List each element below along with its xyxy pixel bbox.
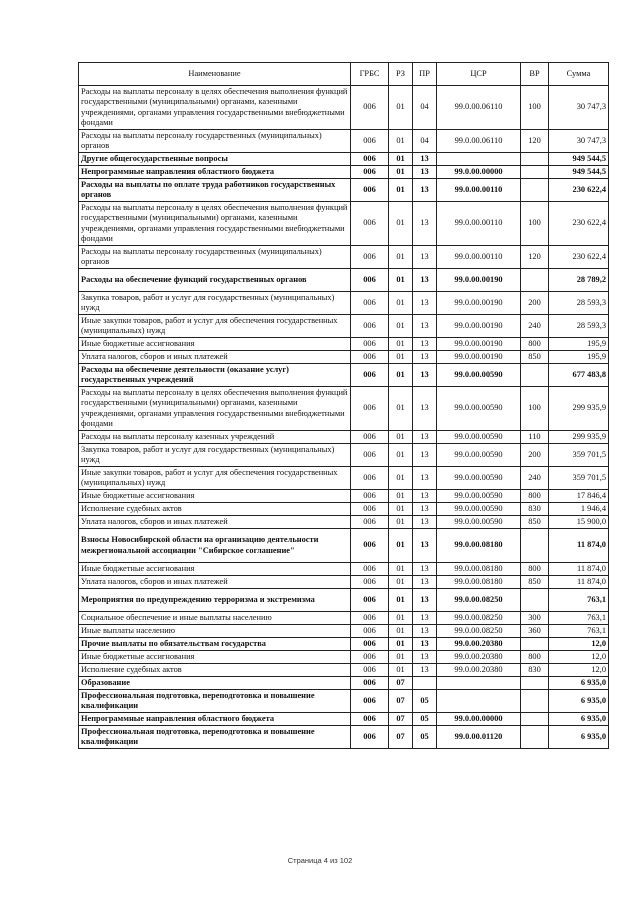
- row-csr-cell: [437, 677, 521, 690]
- row-grbs-cell: 006: [351, 576, 389, 589]
- row-grbs-cell: 006: [351, 202, 389, 246]
- row-rz-cell: 01: [389, 516, 413, 529]
- row-name-cell: Профессиональная подготовка, переподготовка и повышение квалификации: [79, 726, 351, 749]
- row-grbs-cell: 006: [351, 490, 389, 503]
- row-sum-cell: 28 789,2: [549, 269, 609, 292]
- row-grbs-cell: 006: [351, 713, 389, 726]
- row-name-cell: Непрограммные направления областного бюджета: [79, 713, 351, 726]
- row-name-cell: Непрограммные направления областного бюджета: [79, 166, 351, 179]
- table-row: [79, 503, 609, 516]
- table-row: [79, 490, 609, 503]
- row-csr-cell: 99.0.00.06110: [437, 86, 521, 130]
- column-header-vr: ВР: [521, 63, 549, 86]
- row-pr-cell: 13: [413, 166, 437, 179]
- row-pr-cell: 13: [413, 338, 437, 351]
- column-header-csr: ЦСР: [437, 63, 521, 86]
- row-pr-cell: 13: [413, 651, 437, 664]
- row-name-cell: Мероприятия по предупреждению терроризма и экстремизма: [79, 589, 351, 612]
- row-vr-cell: 200: [521, 444, 549, 467]
- row-rz-cell: 01: [389, 563, 413, 576]
- row-name-cell: Расходы на выплаты персоналу в целях обеспечения выполнения функций государственными (муниципальными) органами, казенными учреждениями, органами управления государственными внебюджетными фондами: [79, 86, 351, 130]
- row-sum-cell: 6 935,0: [549, 690, 609, 713]
- row-sum-cell: 763,1: [549, 625, 609, 638]
- row-name-cell: Расходы на выплаты по оплате труда работников государственных органов: [79, 179, 351, 202]
- table-row: [79, 529, 609, 563]
- column-header-sum: Сумма: [549, 63, 609, 86]
- row-pr-cell: 13: [413, 612, 437, 625]
- row-rz-cell: 01: [389, 292, 413, 315]
- row-pr-cell: 13: [413, 315, 437, 338]
- row-sum-cell: 299 935,9: [549, 387, 609, 431]
- row-grbs-cell: 006: [351, 166, 389, 179]
- row-pr-cell: 13: [413, 576, 437, 589]
- row-pr-cell: 13: [413, 364, 437, 387]
- row-csr-cell: [437, 690, 521, 713]
- row-vr-cell: [521, 179, 549, 202]
- row-vr-cell: 800: [521, 338, 549, 351]
- row-sum-cell: 12,0: [549, 651, 609, 664]
- row-grbs-cell: 006: [351, 431, 389, 444]
- row-grbs-cell: 006: [351, 444, 389, 467]
- row-pr-cell: 13: [413, 153, 437, 166]
- row-pr-cell: 13: [413, 202, 437, 246]
- table-row: [79, 130, 609, 153]
- row-csr-cell: 99.0.00.06110: [437, 130, 521, 153]
- row-rz-cell: 01: [389, 431, 413, 444]
- row-sum-cell: 763,1: [549, 612, 609, 625]
- table-row: [79, 338, 609, 351]
- row-sum-cell: 230 622,4: [549, 179, 609, 202]
- row-grbs-cell: 006: [351, 338, 389, 351]
- row-name-cell: Расходы на выплаты персоналу в целях обеспечения выполнения функций государственными (муниципальными) органами, казенными учреждениями, органами управления государственными внебюджетными фондами: [79, 202, 351, 246]
- row-csr-cell: 99.0.00.20380: [437, 651, 521, 664]
- row-name-cell: Расходы на выплаты персоналу в целях обеспечения выполнения функций государственными (муниципальными) органами, казенными учреждениями, органами управления государственными внебюджетными фондами: [79, 387, 351, 431]
- row-grbs-cell: 006: [351, 364, 389, 387]
- table-row: [79, 516, 609, 529]
- row-name-cell: Иные закупки товаров, работ и услуг для обеспечения государственных (муниципальных) нужд: [79, 315, 351, 338]
- row-pr-cell: 13: [413, 529, 437, 563]
- row-pr-cell: 13: [413, 351, 437, 364]
- row-sum-cell: 6 935,0: [549, 726, 609, 749]
- table-row: [79, 638, 609, 651]
- budget-table: [78, 62, 609, 749]
- row-csr-cell: 99.0.00.20380: [437, 638, 521, 651]
- row-rz-cell: 01: [389, 651, 413, 664]
- row-name-cell: Уплата налогов, сборов и иных платежей: [79, 351, 351, 364]
- row-csr-cell: 99.0.00.00110: [437, 179, 521, 202]
- row-grbs-cell: 006: [351, 179, 389, 202]
- row-csr-cell: 99.0.00.00590: [437, 490, 521, 503]
- row-grbs-cell: 006: [351, 269, 389, 292]
- row-grbs-cell: 006: [351, 677, 389, 690]
- row-name-cell: Иные закупки товаров, работ и услуг для обеспечения государственных (муниципальных) нужд: [79, 467, 351, 490]
- row-pr-cell: 13: [413, 563, 437, 576]
- row-vr-cell: 800: [521, 651, 549, 664]
- row-pr-cell: 13: [413, 467, 437, 490]
- row-sum-cell: 949 544,5: [549, 166, 609, 179]
- row-rz-cell: 01: [389, 338, 413, 351]
- row-csr-cell: 99.0.00.00000: [437, 713, 521, 726]
- row-rz-cell: 01: [389, 576, 413, 589]
- row-grbs-cell: 006: [351, 130, 389, 153]
- table-row: [79, 86, 609, 130]
- row-vr-cell: 200: [521, 292, 549, 315]
- row-pr-cell: 13: [413, 431, 437, 444]
- table-row: [79, 351, 609, 364]
- row-rz-cell: 01: [389, 638, 413, 651]
- row-vr-cell: 100: [521, 202, 549, 246]
- row-pr-cell: 13: [413, 516, 437, 529]
- row-pr-cell: 13: [413, 664, 437, 677]
- row-csr-cell: 99.0.00.00590: [437, 387, 521, 431]
- row-name-cell: Расходы на выплаты персоналу казенных учреждений: [79, 431, 351, 444]
- row-name-cell: Образование: [79, 677, 351, 690]
- row-name-cell: Социальное обеспечение и иные выплаты населению: [79, 612, 351, 625]
- row-rz-cell: 01: [389, 467, 413, 490]
- row-vr-cell: 100: [521, 387, 549, 431]
- row-grbs-cell: 006: [351, 664, 389, 677]
- row-vr-cell: 240: [521, 315, 549, 338]
- row-rz-cell: 01: [389, 315, 413, 338]
- row-pr-cell: 13: [413, 269, 437, 292]
- row-rz-cell: 01: [389, 612, 413, 625]
- row-csr-cell: 99.0.00.00190: [437, 292, 521, 315]
- row-csr-cell: 99.0.00.00190: [437, 338, 521, 351]
- row-grbs-cell: 006: [351, 651, 389, 664]
- row-sum-cell: 230 622,4: [549, 246, 609, 269]
- row-rz-cell: 01: [389, 490, 413, 503]
- table-row: [79, 576, 609, 589]
- row-csr-cell: [437, 153, 521, 166]
- row-csr-cell: 99.0.00.00190: [437, 315, 521, 338]
- row-pr-cell: 13: [413, 444, 437, 467]
- row-pr-cell: 05: [413, 690, 437, 713]
- row-csr-cell: 99.0.00.00110: [437, 246, 521, 269]
- row-rz-cell: 01: [389, 269, 413, 292]
- row-name-cell: Исполнение судебных актов: [79, 664, 351, 677]
- row-name-cell: Закупка товаров, работ и услуг для государственных (муниципальных) нужд: [79, 444, 351, 467]
- row-rz-cell: 07: [389, 690, 413, 713]
- row-sum-cell: 15 900,0: [549, 516, 609, 529]
- page-footer: Страница 4 из 102: [287, 856, 353, 865]
- row-grbs-cell: 006: [351, 690, 389, 713]
- row-name-cell: Иные бюджетные ассигнования: [79, 563, 351, 576]
- row-pr-cell: 05: [413, 713, 437, 726]
- table-row: [79, 444, 609, 467]
- row-sum-cell: 28 593,3: [549, 292, 609, 315]
- row-sum-cell: 6 935,0: [549, 677, 609, 690]
- row-sum-cell: 359 701,5: [549, 444, 609, 467]
- row-rz-cell: 01: [389, 202, 413, 246]
- row-name-cell: Уплата налогов, сборов и иных платежей: [79, 516, 351, 529]
- row-csr-cell: 99.0.00.00590: [437, 467, 521, 490]
- table-row: [79, 292, 609, 315]
- row-sum-cell: 12,0: [549, 664, 609, 677]
- row-sum-cell: 17 846,4: [549, 490, 609, 503]
- row-sum-cell: 11 874,0: [549, 529, 609, 563]
- row-rz-cell: 01: [389, 364, 413, 387]
- row-sum-cell: 12,0: [549, 638, 609, 651]
- row-rz-cell: 01: [389, 444, 413, 467]
- row-grbs-cell: 006: [351, 529, 389, 563]
- table-row: [79, 664, 609, 677]
- row-name-cell: Иные бюджетные ассигнования: [79, 651, 351, 664]
- row-name-cell: Расходы на обеспечение функций государственных органов: [79, 269, 351, 292]
- row-rz-cell: 01: [389, 86, 413, 130]
- table-row: [79, 179, 609, 202]
- row-rz-cell: 01: [389, 179, 413, 202]
- row-rz-cell: 07: [389, 726, 413, 749]
- row-name-cell: Расходы на выплаты персоналу государственных (муниципальных) органов: [79, 130, 351, 153]
- row-sum-cell: 11 874,0: [549, 563, 609, 576]
- row-pr-cell: 13: [413, 179, 437, 202]
- table-row: [79, 713, 609, 726]
- row-csr-cell: 99.0.00.08180: [437, 576, 521, 589]
- table-row: [79, 246, 609, 269]
- row-grbs-cell: 006: [351, 563, 389, 576]
- row-grbs-cell: 006: [351, 612, 389, 625]
- row-rz-cell: 01: [389, 153, 413, 166]
- row-csr-cell: 99.0.00.08180: [437, 529, 521, 563]
- row-sum-cell: 763,1: [549, 589, 609, 612]
- row-csr-cell: 99.0.00.00590: [437, 364, 521, 387]
- row-grbs-cell: 006: [351, 86, 389, 130]
- row-vr-cell: 850: [521, 516, 549, 529]
- row-rz-cell: 01: [389, 503, 413, 516]
- row-grbs-cell: 006: [351, 153, 389, 166]
- row-rz-cell: 01: [389, 589, 413, 612]
- row-csr-cell: 99.0.00.08250: [437, 612, 521, 625]
- row-csr-cell: 99.0.00.00590: [437, 444, 521, 467]
- row-vr-cell: 240: [521, 467, 549, 490]
- table-row: [79, 677, 609, 690]
- row-sum-cell: 359 701,5: [549, 467, 609, 490]
- row-vr-cell: [521, 713, 549, 726]
- row-grbs-cell: 006: [351, 726, 389, 749]
- row-name-cell: Прочие выплаты по обязательствам государства: [79, 638, 351, 651]
- row-vr-cell: 830: [521, 664, 549, 677]
- row-name-cell: Иные выплаты населению: [79, 625, 351, 638]
- row-sum-cell: 195,9: [549, 351, 609, 364]
- row-rz-cell: 01: [389, 351, 413, 364]
- row-name-cell: Другие общегосударственные вопросы: [79, 153, 351, 166]
- row-sum-cell: 28 593,3: [549, 315, 609, 338]
- row-grbs-cell: 006: [351, 589, 389, 612]
- table-row: [79, 153, 609, 166]
- row-csr-cell: 99.0.00.00590: [437, 516, 521, 529]
- table-header-row: [79, 63, 609, 86]
- row-pr-cell: 13: [413, 638, 437, 651]
- row-pr-cell: 05: [413, 726, 437, 749]
- table-row: [79, 625, 609, 638]
- row-csr-cell: 99.0.00.20380: [437, 664, 521, 677]
- row-sum-cell: 1 946,4: [549, 503, 609, 516]
- row-vr-cell: 800: [521, 490, 549, 503]
- table-row: [79, 690, 609, 713]
- row-pr-cell: 13: [413, 589, 437, 612]
- row-name-cell: Взносы Новосибирской области на организацию деятельности межрегиональной ассоциации "Сибирское соглашение": [79, 529, 351, 563]
- row-name-cell: Иные бюджетные ассигнования: [79, 490, 351, 503]
- row-vr-cell: [521, 589, 549, 612]
- row-sum-cell: 949 544,5: [549, 153, 609, 166]
- table-row: [79, 612, 609, 625]
- table-row: [79, 364, 609, 387]
- row-pr-cell: 13: [413, 490, 437, 503]
- row-rz-cell: 01: [389, 387, 413, 431]
- row-pr-cell: 04: [413, 86, 437, 130]
- row-rz-cell: 01: [389, 529, 413, 563]
- table-row: [79, 726, 609, 749]
- row-rz-cell: 07: [389, 713, 413, 726]
- row-csr-cell: 99.0.00.00110: [437, 202, 521, 246]
- row-name-cell: Профессиональная подготовка, переподготовка и повышение квалификации: [79, 690, 351, 713]
- row-name-cell: Расходы на обеспечение деятельности (оказание услуг) государственных учреждений: [79, 364, 351, 387]
- row-vr-cell: [521, 677, 549, 690]
- row-vr-cell: 120: [521, 246, 549, 269]
- row-sum-cell: 30 747,3: [549, 86, 609, 130]
- row-csr-cell: 99.0.00.00590: [437, 503, 521, 516]
- row-vr-cell: 850: [521, 351, 549, 364]
- row-name-cell: Уплата налогов, сборов и иных платежей: [79, 576, 351, 589]
- row-grbs-cell: 006: [351, 292, 389, 315]
- row-vr-cell: [521, 153, 549, 166]
- row-name-cell: Расходы на выплаты персоналу государственных (муниципальных) органов: [79, 246, 351, 269]
- row-pr-cell: [413, 677, 437, 690]
- row-name-cell: Исполнение судебных актов: [79, 503, 351, 516]
- row-grbs-cell: 006: [351, 503, 389, 516]
- row-rz-cell: 01: [389, 130, 413, 153]
- row-csr-cell: 99.0.00.08180: [437, 563, 521, 576]
- row-vr-cell: 850: [521, 576, 549, 589]
- row-pr-cell: 13: [413, 503, 437, 516]
- row-vr-cell: 100: [521, 86, 549, 130]
- row-grbs-cell: 006: [351, 246, 389, 269]
- row-pr-cell: 13: [413, 387, 437, 431]
- row-vr-cell: [521, 166, 549, 179]
- row-grbs-cell: 006: [351, 467, 389, 490]
- table-row: [79, 431, 609, 444]
- table-row: [79, 467, 609, 490]
- table-body: [79, 86, 609, 749]
- row-vr-cell: 110: [521, 431, 549, 444]
- column-header-grbs: ГРБС: [351, 63, 389, 86]
- row-vr-cell: [521, 269, 549, 292]
- table-row: [79, 166, 609, 179]
- row-csr-cell: 99.0.00.08250: [437, 625, 521, 638]
- row-csr-cell: 99.0.00.00190: [437, 351, 521, 364]
- row-vr-cell: [521, 529, 549, 563]
- row-sum-cell: 30 747,3: [549, 130, 609, 153]
- row-grbs-cell: 006: [351, 516, 389, 529]
- row-vr-cell: [521, 690, 549, 713]
- row-csr-cell: 99.0.00.00190: [437, 269, 521, 292]
- row-grbs-cell: 006: [351, 351, 389, 364]
- row-csr-cell: 99.0.00.00000: [437, 166, 521, 179]
- table-row: [79, 202, 609, 246]
- row-grbs-cell: 006: [351, 387, 389, 431]
- row-sum-cell: 11 874,0: [549, 576, 609, 589]
- column-header-rz: РЗ: [389, 63, 413, 86]
- row-sum-cell: 677 483,8: [549, 364, 609, 387]
- row-vr-cell: [521, 638, 549, 651]
- row-sum-cell: 195,9: [549, 338, 609, 351]
- row-vr-cell: 300: [521, 612, 549, 625]
- row-pr-cell: 13: [413, 292, 437, 315]
- row-pr-cell: 13: [413, 246, 437, 269]
- row-vr-cell: 360: [521, 625, 549, 638]
- column-header-pr: ПР: [413, 63, 437, 86]
- row-vr-cell: [521, 726, 549, 749]
- row-vr-cell: 800: [521, 563, 549, 576]
- row-pr-cell: 04: [413, 130, 437, 153]
- row-vr-cell: 120: [521, 130, 549, 153]
- column-header-name: Наименование: [79, 63, 351, 86]
- row-rz-cell: 01: [389, 625, 413, 638]
- row-sum-cell: 230 622,4: [549, 202, 609, 246]
- table-row: [79, 589, 609, 612]
- row-vr-cell: [521, 364, 549, 387]
- row-rz-cell: 01: [389, 664, 413, 677]
- row-name-cell: Закупка товаров, работ и услуг для государственных (муниципальных) нужд: [79, 292, 351, 315]
- row-name-cell: Иные бюджетные ассигнования: [79, 338, 351, 351]
- row-sum-cell: 299 935,9: [549, 431, 609, 444]
- row-grbs-cell: 006: [351, 315, 389, 338]
- table-row: [79, 563, 609, 576]
- row-sum-cell: 6 935,0: [549, 713, 609, 726]
- row-rz-cell: 01: [389, 166, 413, 179]
- row-csr-cell: 99.0.00.08250: [437, 589, 521, 612]
- table-row: [79, 387, 609, 431]
- row-vr-cell: 830: [521, 503, 549, 516]
- row-grbs-cell: 006: [351, 625, 389, 638]
- row-pr-cell: 13: [413, 625, 437, 638]
- row-rz-cell: 07: [389, 677, 413, 690]
- row-rz-cell: 01: [389, 246, 413, 269]
- row-csr-cell: 99.0.00.01120: [437, 726, 521, 749]
- table-row: [79, 269, 609, 292]
- row-csr-cell: 99.0.00.00590: [437, 431, 521, 444]
- row-grbs-cell: 006: [351, 638, 389, 651]
- table-row: [79, 651, 609, 664]
- table-row: [79, 315, 609, 338]
